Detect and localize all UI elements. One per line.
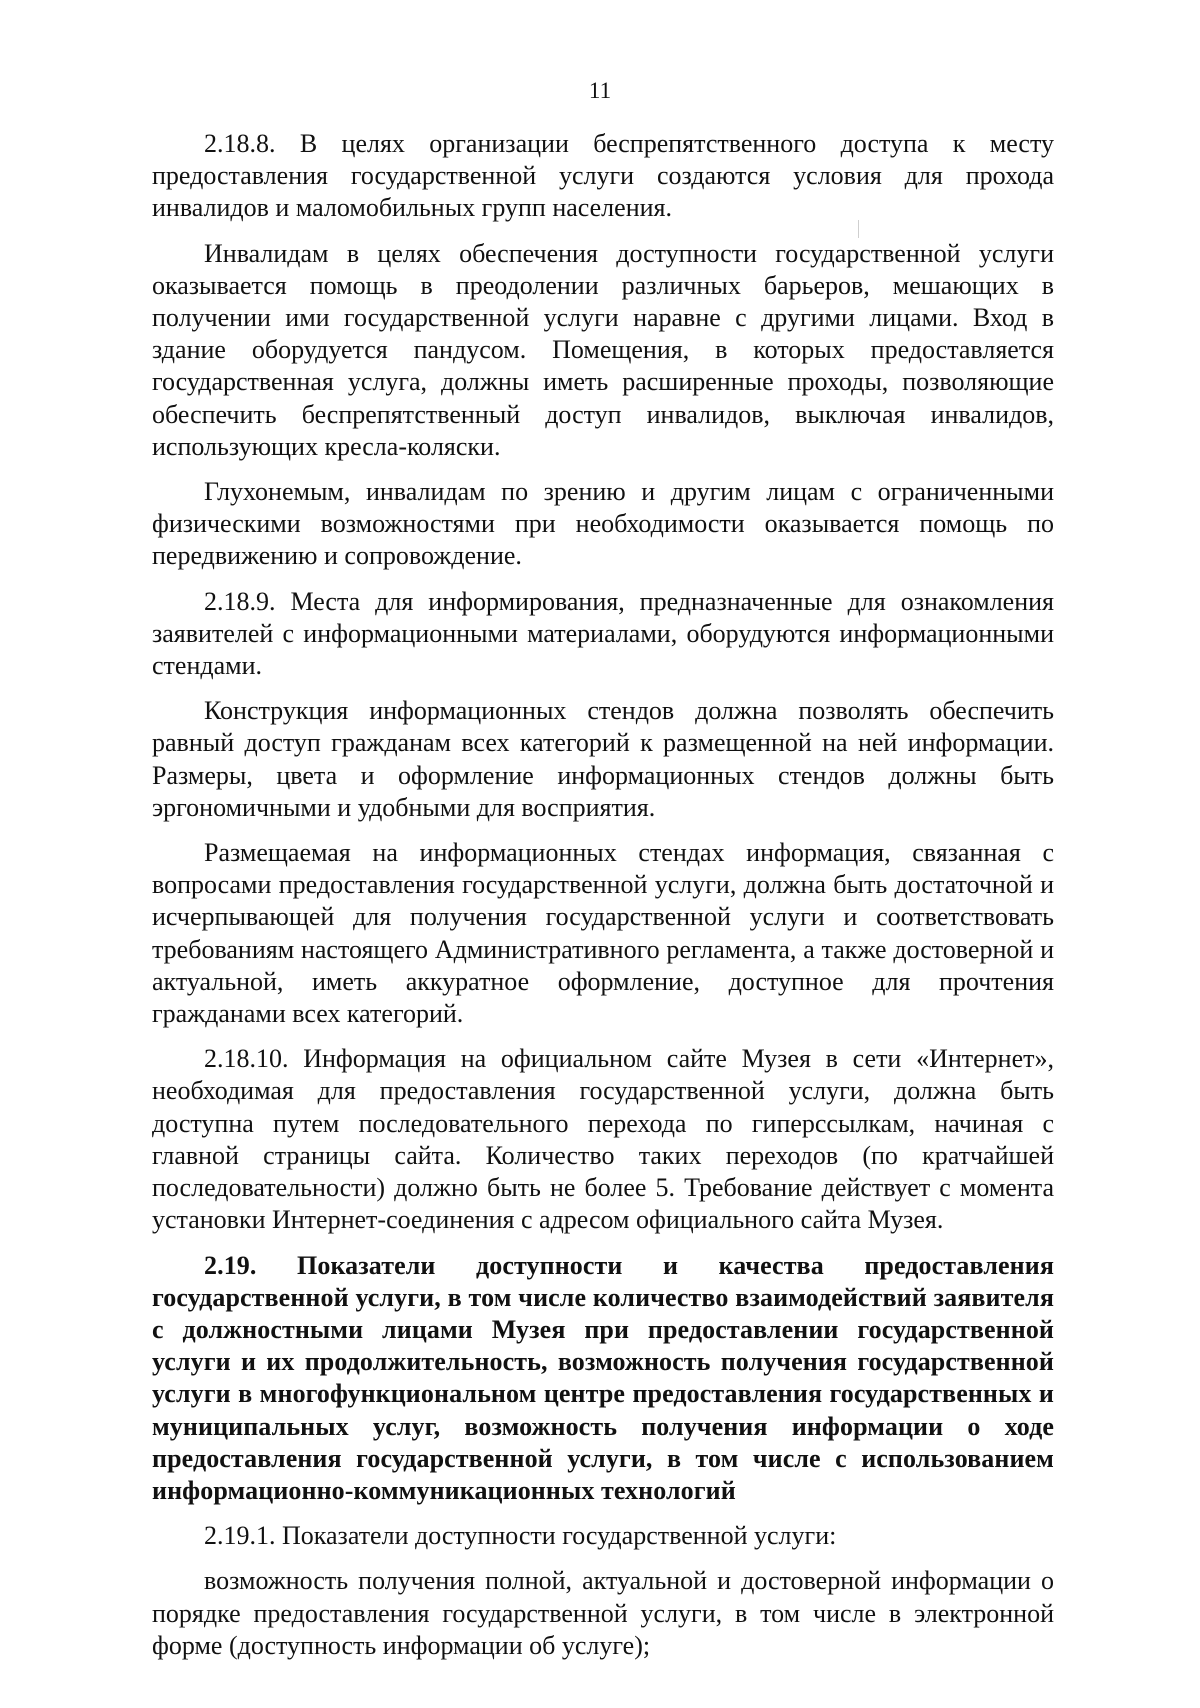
paragraph-2-18-10: 2.18.10. Информация на официальном сайте Музея в сети «Интернет», необходимая для предоставления государственной услуги, должна быть доступна путем последовательного перехода по гиперссылкам, начиная с главной страницы сайта. Количество таких переходов (по кратчайшей последовательности) должно быть не более 5. Требование действует с момента установки Интернет-соединения с адресом официального сайта Музея. xyxy=(152,1044,1054,1235)
page-number: 11 xyxy=(588,78,612,103)
section-heading-2-19: 2.19. Показатели доступности и качества предоставления государственной услуги, в том числе количество взаимодействий заявителя с должностными лицами Музея при предоставлении государственной услуги и их продолжительность, возможность получения государственной услуги в многофункциональном центре предоставления государственных и муниципальных услуг, возможность получения информации о ходе предоставления государственной услуги, в том числе с использованием информационно-коммуникационных технологий xyxy=(152,1250,1054,1505)
paragraph-2-19-1: 2.19.1. Показатели доступности государственной услуги: xyxy=(204,1521,837,1551)
paragraph-stands-design: Конструкция информационных стендов должна позволять обеспечить равный доступ гражданам всех категорий к размещенной на ней информации. Размеры, цвета и оформление информационных стендов должны быть эргономичными и удобными для восприятия. xyxy=(152,696,1054,822)
paragraph-deaf-assistance: Глухонемым, инвалидам по зрению и другим лицам с ограниченными физическими возможностями при необходимости оказывается помощь по передвижению и сопровождение. xyxy=(152,477,1054,571)
paragraph-disabled-assistance: Инвалидам в целях обеспечения доступности государственной услуги оказывается помощь в преодолении различных барьеров, мешающих в получении ими государственной услуги наравне с другими лицами. Вход в здание оборудуется пандусом. Помещения, в которых предоставляется государственная услуга, должны иметь расширенные проходы, позволяющие обеспечить беспрепятственный доступ инвалидов, выключая инвалидов, использующих кресла-коляски. xyxy=(152,238,1054,461)
document-body xyxy=(152,128,1054,1675)
paragraph-2-18-9: 2.18.9. Места для информирования, предназначенные для ознакомления заявителей с информационными материалами, оборудуются информационными стендами. xyxy=(152,586,1054,681)
paragraph-2-18-8: 2.18.8. В целях организации беспрепятственного доступа к месту предоставления государственной услуги создаются условия для прохода инвалидов и маломобильных групп населения. xyxy=(152,129,1054,223)
paragraph-information-possibility: возможность получения полной, актуальной и достоверной информации о порядке предоставления государственной услуги, в том числе в электронной форме (доступность информации об услуге); xyxy=(152,1566,1054,1660)
paragraph-stands-information: Размещаемая на информационных стендах информация, связанная с вопросами предоставления государственной услуги, должна быть достаточной и исчерпывающей для получения государственной услуги и соответствовать требованиям настоящего Административного регламента, а также достоверной и актуальной, иметь аккуратное оформление, доступное для прочтения гражданами всех категорий. xyxy=(152,838,1054,1029)
